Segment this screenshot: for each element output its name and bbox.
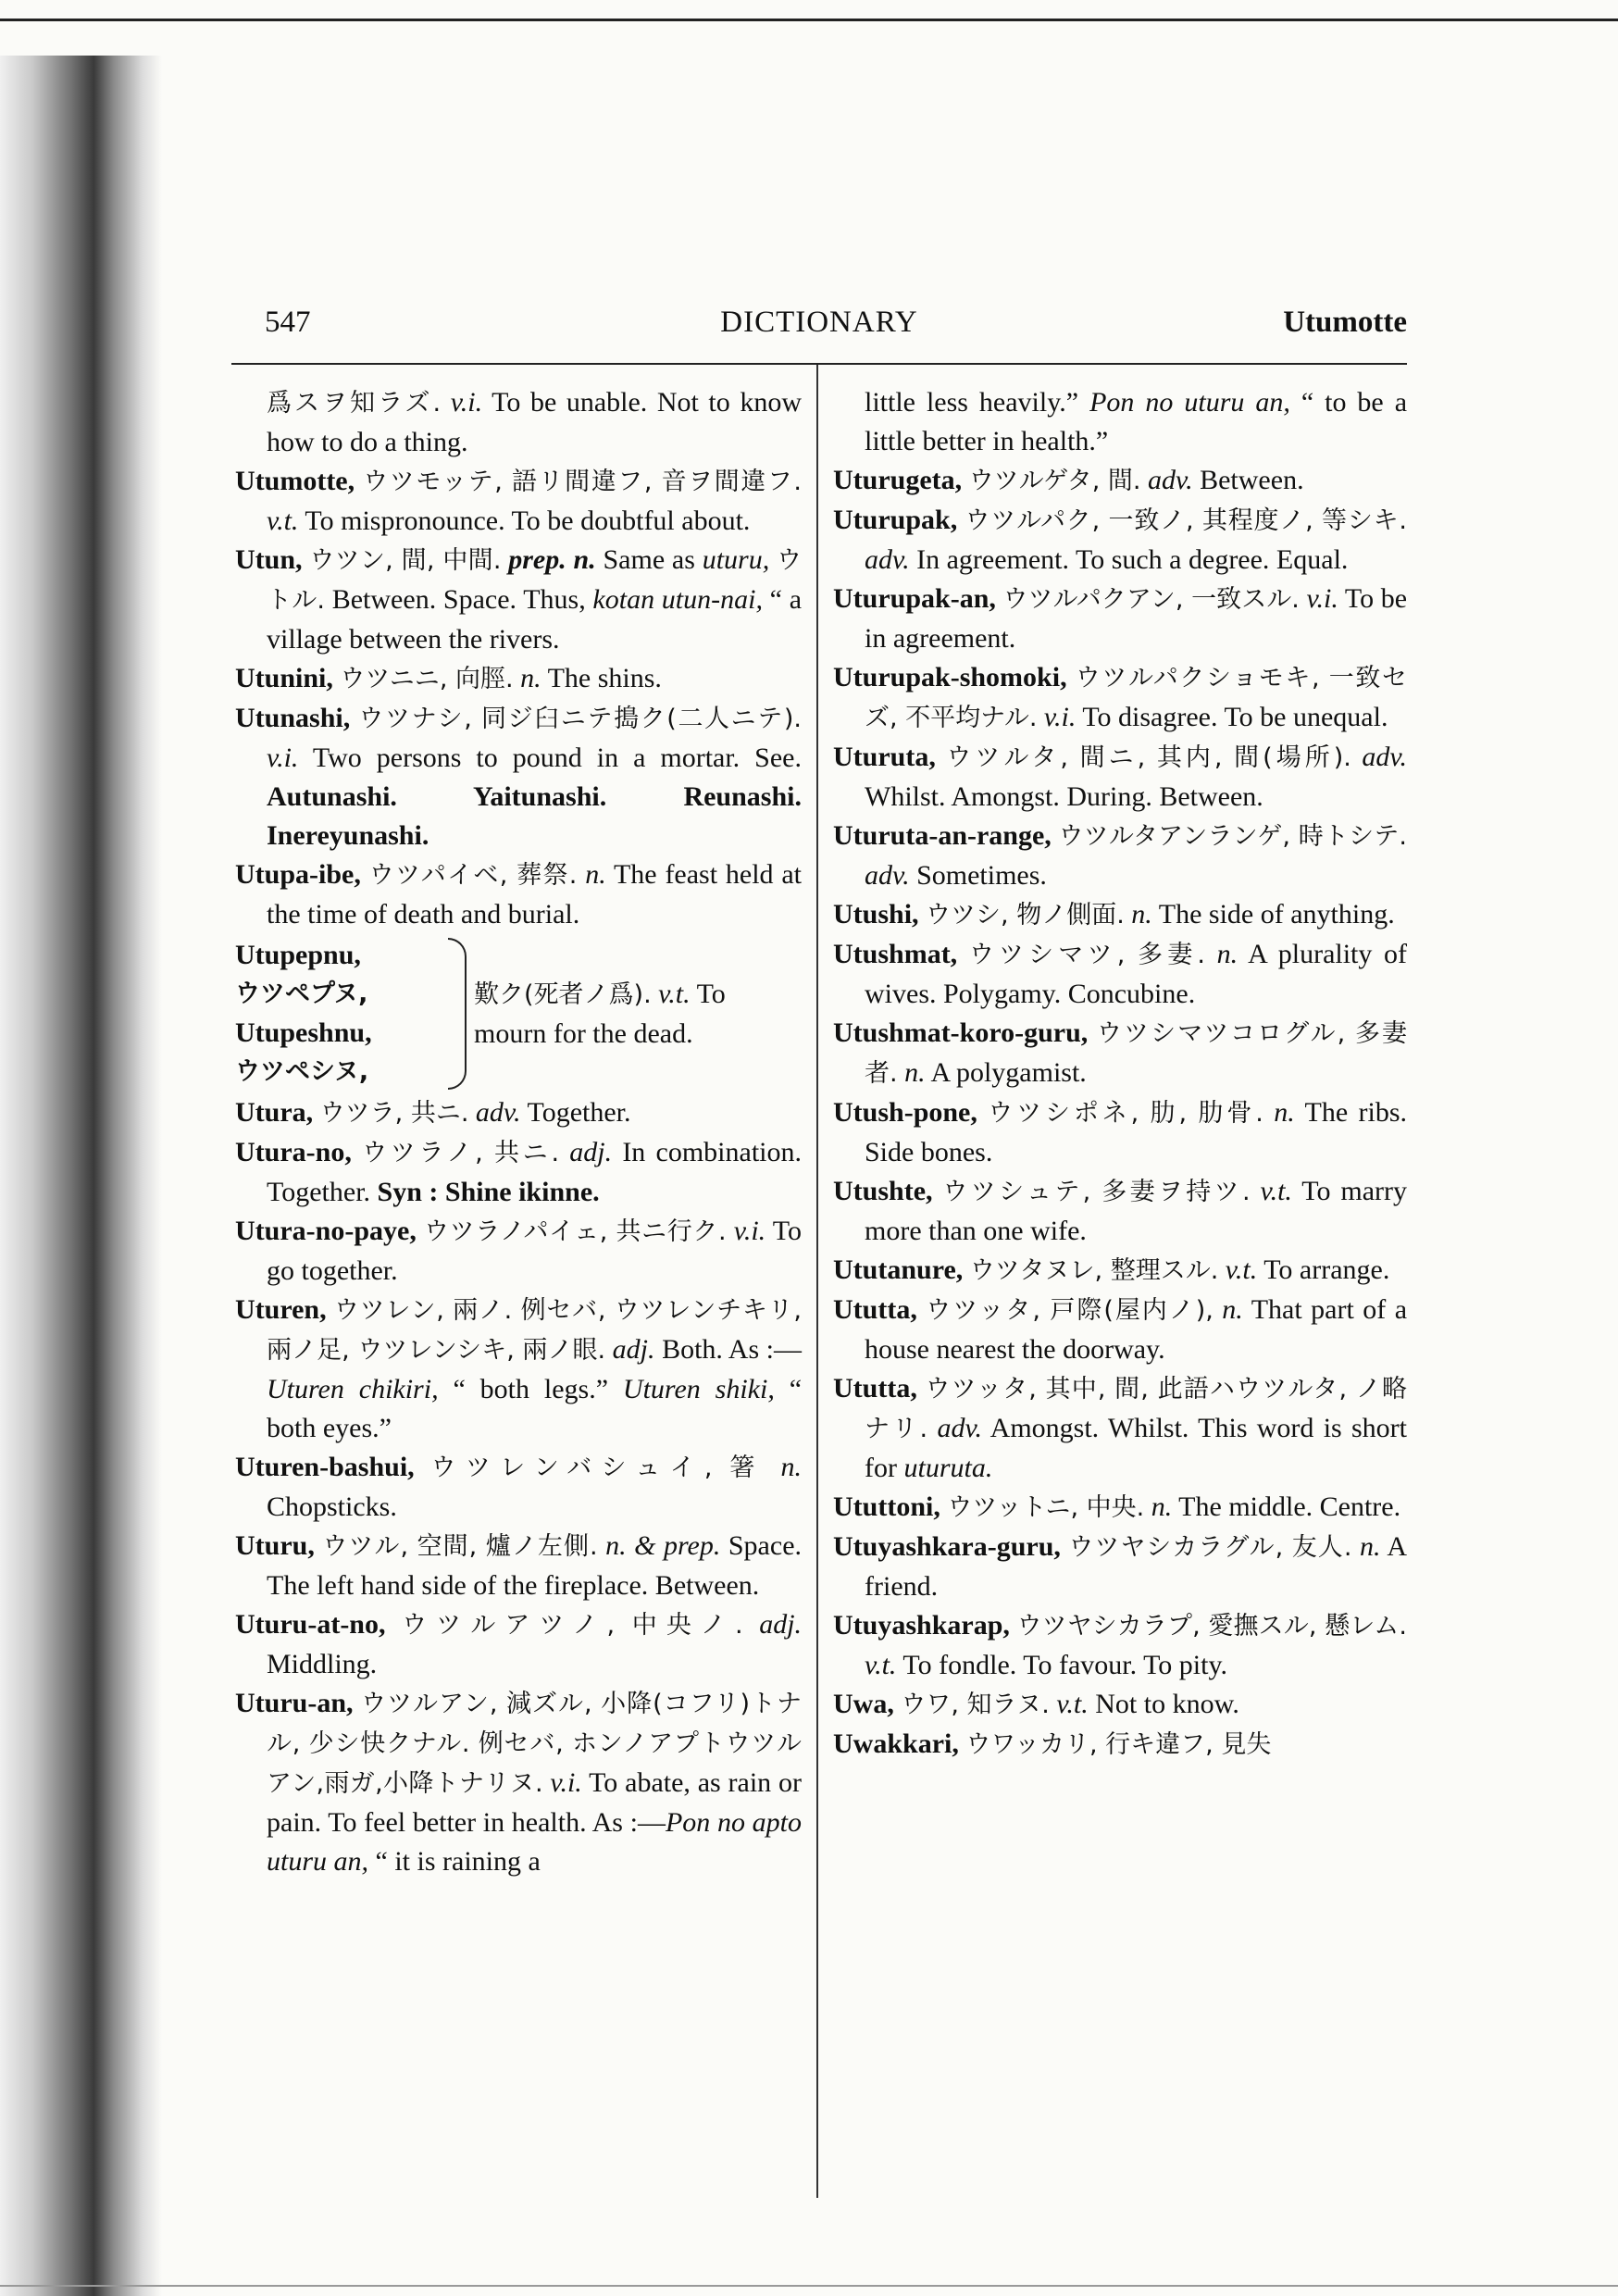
entry-utuyashkarap: Utuyashkarap, ウツヤシカラプ, 愛撫スル, 懸レム. v.t. To fondle. To favour. To pity. bbox=[833, 1610, 1408, 1680]
entry-continuation: little less heavily.” Pon no uturu an, “ to be a little better in health.” bbox=[865, 387, 1408, 456]
entry-utura: Utura, ウツラ, 共ニ. adv. Together. bbox=[235, 1097, 631, 1128]
entry-utumotte: Utumotte, ウツモッテ, 語リ間違フ, 音ヲ間違フ. v.t. To mispronounce. To be doubtful about. bbox=[235, 466, 803, 536]
entry-uturuta-an-range: Uturuta-an-range, ウツルタアンランゲ, 時トシテ. adv. Sometimes. bbox=[833, 820, 1407, 891]
entry-uturuta: Uturuta, ウツルタ, 間ニ, 其内, 間(場所). adv. Whilst. Amongst. During. Between. bbox=[833, 742, 1407, 812]
right-column bbox=[833, 383, 1407, 1765]
entry-ututtoni: Ututtoni, ウツットニ, 中央. n. The middle. Centre. bbox=[833, 1491, 1401, 1522]
top-edge-rule bbox=[0, 19, 1618, 21]
entry-uturu-an: Uturu-an, ウツルアン, 減ズル, 小降(コフリ)トナル, 少シ快クナル. 例セバ, ホンノアプトウツルアン,雨ガ,小降トナリヌ. v.i. To abate, as rain or pain. To feel better in health. As :—Pon no apto uturu an, “ it is raining a bbox=[235, 1688, 803, 1877]
bottom-edge-rule bbox=[0, 2285, 1618, 2287]
header-rule bbox=[231, 363, 1407, 365]
running-head bbox=[231, 306, 1407, 357]
entry-utushte: Utushte, ウツシュテ, 多妻ヲ持ツ. v.t. To marry more than one wife. bbox=[833, 1176, 1407, 1246]
brace bbox=[448, 938, 467, 1090]
entry-utupepnu-utupeshnu: Utupepnu, ウツペプヌ, Utupeshnu, ウツペシヌ, 歎ク(死者ノ爲). v.t. To mourn for the dead. bbox=[235, 936, 802, 1092]
guide-word: Utumotte bbox=[1283, 306, 1407, 339]
entry-utura-no: Utura-no, ウツラノ, 共ニ. adj. In combination. Together. Syn : Shine ikinne. bbox=[235, 1137, 802, 1207]
entry-utushmat-koro-guru: Utushmat-koro-guru, ウツシマツコログル, 多妻者. n. A polygamist. bbox=[833, 1017, 1408, 1088]
dictionary-page bbox=[231, 306, 1407, 2198]
entry-ututta-2: Ututta, ウツッタ, 其中, 間, 此語ハウツルタ, ノ略ナリ. adv. Amongst. Whilst. This word is short for uturuta. bbox=[833, 1373, 1407, 1483]
entry-uturu-at-no: Uturu-at-no, ウツルアツノ, 中央ノ. adj. Middling. bbox=[235, 1609, 803, 1679]
entry-uturu: Uturu, ウツル, 空間, 爐ノ左側. n. & prep. Space. The left hand side of the fireplace. Between. bbox=[235, 1530, 803, 1601]
grouped-headwords: Utupepnu, ウツペプヌ, Utupeshnu, ウツペシヌ, bbox=[235, 940, 372, 1086]
two-column-body bbox=[231, 383, 1407, 2198]
entry-uturen: Uturen, ウツレン, 兩ノ. 例セバ, ウツレンチキリ, 兩ノ足, ウツレンシキ, 兩ノ眼. adj. Both. As :—Uturen chikiri, “ both legs.” Uturen shiki, “ both eyes.” bbox=[235, 1294, 803, 1443]
entry-uturupak-an: Uturupak-an, ウツルパクアン, 一致スル. v.i. To be in agreement. bbox=[833, 583, 1408, 654]
entry-utura-no-paye: Utura-no-paye, ウツラノパイェ, 共ニ行ク. v.i. To go together. bbox=[235, 1216, 803, 1286]
entry-continuation: 爲スヲ知ラズ. v.i. To be unable. Not to know how to do a thing. bbox=[267, 387, 802, 457]
entry-utun: Utun, ウツン, 間, 中間. prep. n. Same as uturu, ウトル. Between. Space. Thus, kotan utun-nai, “ a village between the rivers. bbox=[235, 544, 803, 655]
entry-utupa-ibe: Utupa-ibe, ウツパイベ, 葬祭. n. The feast held at the time of death and burial. bbox=[235, 859, 802, 930]
entry-utushi: Utushi, ウツシ, 物ノ側面. n. The side of anything. bbox=[833, 899, 1395, 930]
page-title: DICTIONARY bbox=[720, 306, 918, 339]
entry-ututta-1: Ututta, ウツッタ, 戸際(屋内ノ), n. That part of a house nearest the doorway. bbox=[833, 1294, 1408, 1365]
page-number: 547 bbox=[265, 306, 311, 339]
entry-utushmat: Utushmat, ウツシマツ, 多妻. n. A plurality of wives. Polygamy. Concubine. bbox=[833, 939, 1408, 1009]
entry-uturupak: Uturupak, ウツルパク, 一致ノ, 其程度ノ, 等シキ. adv. In agreement. To such a degree. Equal. bbox=[833, 505, 1408, 575]
entry-utunashi: Utunashi, ウツナシ, 同ジ臼ニテ搗ク(二人ニテ). v.i. Two persons to pound in a mortar. See. Autunashi. Yaitunashi. Reunashi. Inereyunashi. bbox=[235, 703, 803, 851]
entry-utuyashkara-guru: Utuyashkara-guru, ウツヤシカラグル, 友人. n. A friend. bbox=[833, 1531, 1407, 1602]
entry-utush-pone: Utush-pone, ウツシポネ, 肋, 肋骨. n. The ribs. Side bones. bbox=[833, 1097, 1408, 1167]
column-divider bbox=[816, 365, 818, 2198]
entry-uturupak-shomoki: Uturupak-shomoki, ウツルパクショモキ, 一致セズ, 不平均ナル. v.i. To disagree. To be unequal. bbox=[833, 662, 1407, 732]
book-binding-shadow bbox=[0, 56, 162, 2296]
left-column bbox=[231, 383, 802, 1881]
entry-uturen-bashui: Uturen-bashui, ウツレンバシュイ, 箸 n. Chopsticks. bbox=[235, 1452, 803, 1522]
entry-utunini: Utunini, ウツニニ, 向脛. n. The shins. bbox=[235, 663, 662, 693]
entry-uwa: Uwa, ウワ, 知ラヌ. v.t. Not to know. bbox=[833, 1689, 1239, 1719]
entry-uturugeta: Uturugeta, ウツルゲタ, 間. adv. Between. bbox=[833, 465, 1304, 495]
entry-ututanure: Ututanure, ウツタヌレ, 整理スル. v.t. To arrange. bbox=[833, 1254, 1390, 1285]
entry-uwakkari: Uwakkari, ウワッカリ, 行キ違フ, 見失 bbox=[833, 1728, 1272, 1759]
